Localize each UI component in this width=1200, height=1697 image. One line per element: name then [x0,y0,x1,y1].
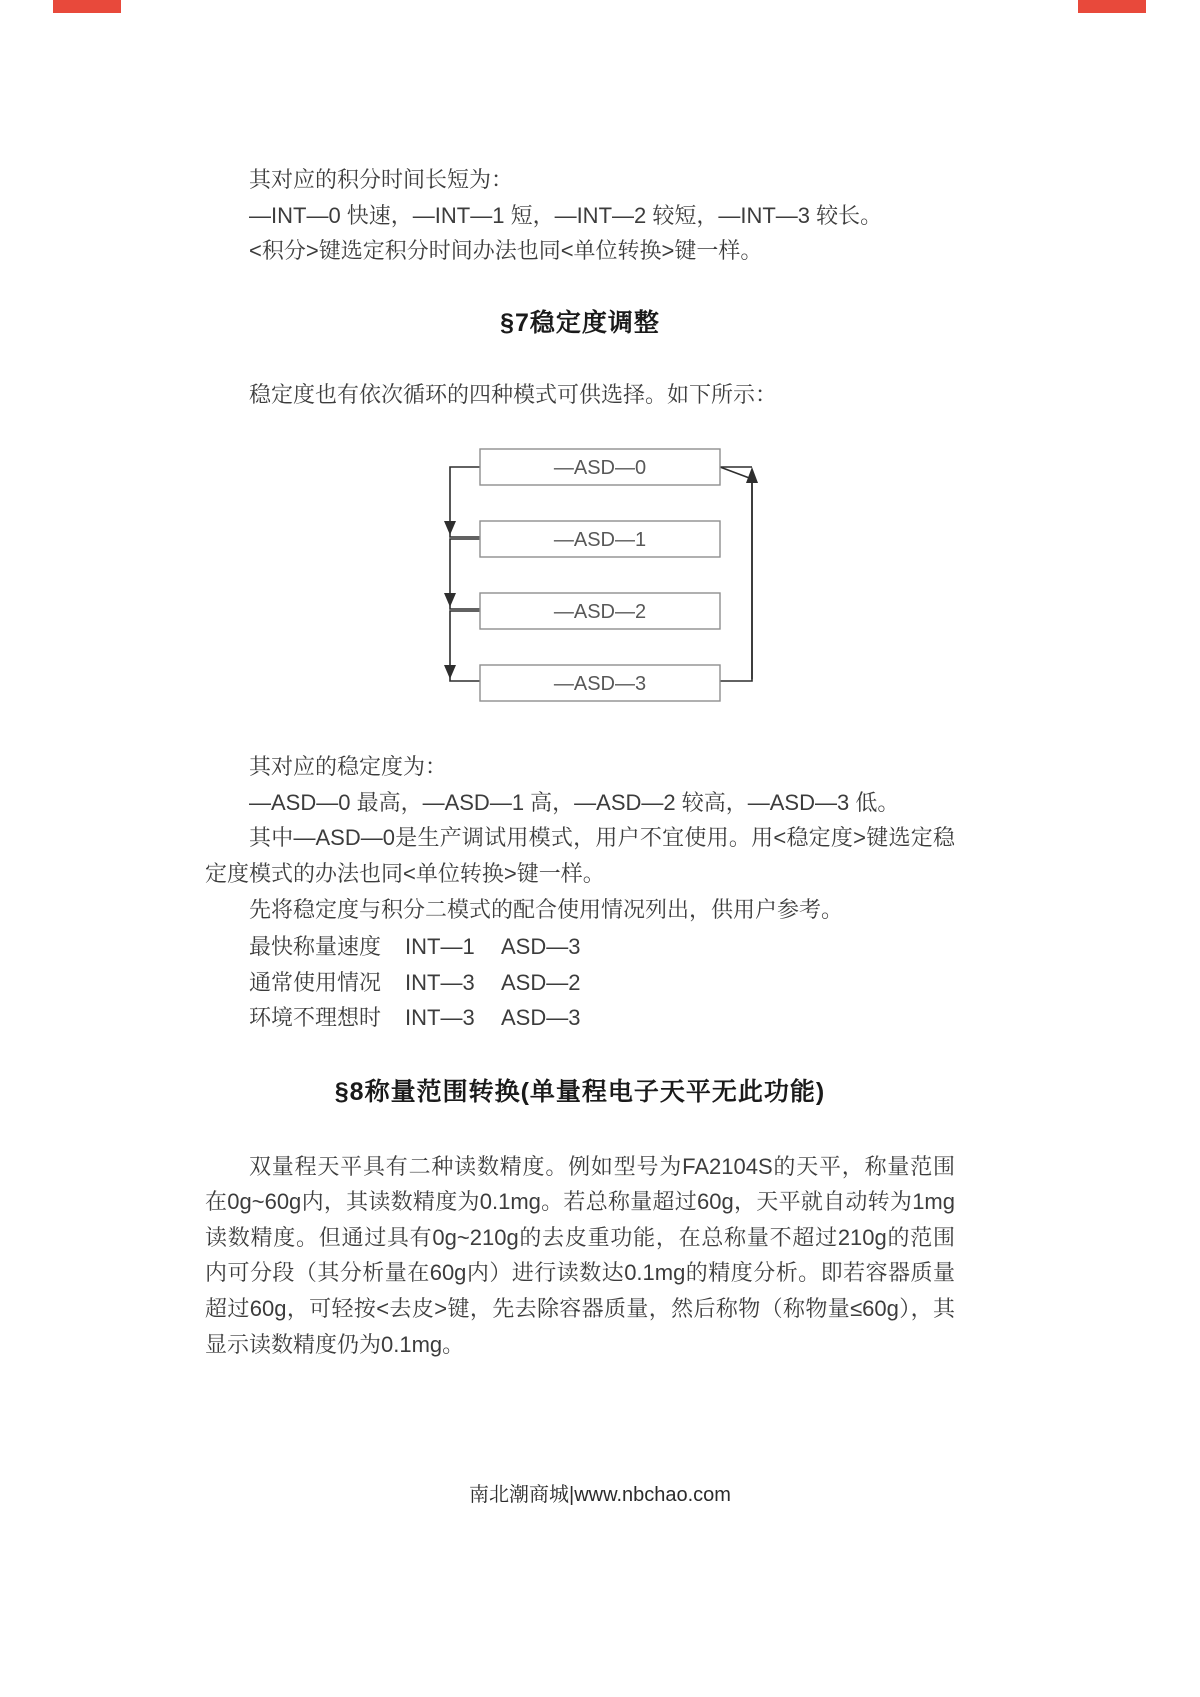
up-arrow [746,467,758,483]
row-int-value: INT—1 [405,934,475,960]
mode-combination-table [205,929,955,1036]
down-arrow-3 [444,665,456,679]
scan-artifact-right [1078,0,1146,13]
table-row [205,929,955,965]
asd-box-2-label: —ASD—2 [553,601,647,623]
row-label: 通常使用情况 [249,969,382,995]
section7-after-2: —ASD—0 最高，—ASD—1 高，—ASD—2 较高，—ASD—3 低。 [249,789,900,815]
section7-after-3: 其中—ASD—0是生产调试用模式，用户不宜使用。用<稳定度>键选定稳定度模式的办法也同<单位转换>键一样。 [205,825,955,886]
asd-box-1-label: —ASD—1 [553,529,647,551]
asd-box-3-label: —ASD—3 [553,673,647,695]
page-content [205,162,955,1362]
table-row [205,965,955,1001]
section8-title: §8称量范围转换(单量程电子天平无此功能) [334,1078,826,1106]
section7-title: §7稳定度调整 [500,308,660,337]
table-row [205,1000,955,1036]
asd-box-0-label: —ASD—0 [553,457,647,479]
intro-line-2: —INT—0 快速，—INT—1 短，—INT—2 较短，—INT—3 较长。 [249,202,883,228]
asd-cycle-diagram-svg [370,435,790,721]
row-asd-value: ASD—3 [501,934,581,960]
row-int-value: INT—3 [405,969,475,995]
row-label: 环境不理想时 [249,1005,382,1031]
section7-lead: 稳定度也有依次循环的四种模式可供选择。如下所示： [249,382,778,408]
section8-body: 双量程天平具有二种读数精度。例如型号为FA2104S的天平，称量范围在0g~60g内，其读数精度为0.1mg。若总称量超过60g，天平就自动转为1mg读数精度。但通过具有0g~210g的去皮重功能，在总称量不超过210g的范围内可分段（其分析量在60g内）进行读数达0.1mg的精度分析。即若容器质量超过60g，可轻按<去皮>键，先去除容器质量，然后称物（称物量≤60g），其显示读数精度仍为0.1mg。 [205,1153,955,1357]
flow-connector-1-2 [450,539,480,609]
section7-after-4: 先将稳定度与积分二模式的配合使用情况列出，供用户参考。 [249,896,844,922]
down-arrow-1 [444,521,456,535]
flow-return-line [720,467,752,681]
down-arrow-2 [444,593,456,607]
footer-site-credit: 南北潮商城|www.nbchao.com [469,1484,731,1506]
section7-after-1: 其对应的稳定度为： [249,754,448,779]
flow-connector-2-3 [450,611,480,681]
asd-cycle-diagram [205,435,955,721]
row-asd-value: ASD—3 [501,1005,581,1031]
flow-connector-0-1 [450,467,480,537]
row-int-value: INT—3 [405,1005,475,1031]
intro-line-1: 其对应的积分时间长短为： [249,167,514,192]
scan-artifact-left [53,0,121,13]
row-asd-value: ASD—2 [501,969,581,995]
intro-line-3: <积分>键选定积分时间办法也同<单位转换>键一样。 [249,238,763,264]
row-label: 最快称量速度 [249,934,382,960]
